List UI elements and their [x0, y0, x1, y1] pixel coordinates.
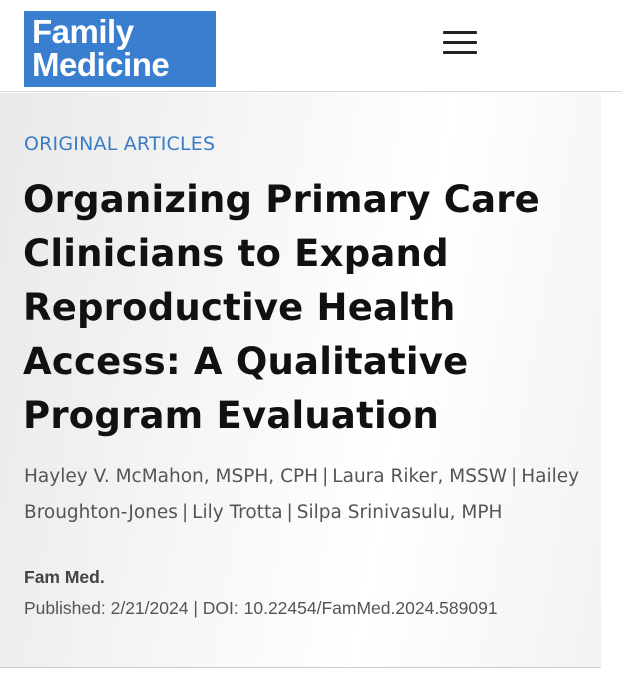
author-name[interactable]: Laura Riker, MSSW: [332, 466, 508, 487]
author-separator: |: [286, 502, 293, 523]
site-header: [0, 0, 622, 92]
article-header-card: [0, 93, 601, 668]
publication-meta: [24, 598, 594, 619]
logo-line-2: Medicine: [32, 46, 170, 83]
author-separator: |: [322, 466, 329, 487]
doi-label: DOI:: [202, 598, 239, 618]
author-separator: |: [511, 466, 518, 487]
published-date: 2/21/2024: [110, 598, 189, 618]
author-list: [24, 459, 589, 531]
journal-name: Fam Med.: [24, 567, 105, 587]
published-label: Published:: [24, 598, 106, 618]
doi-link[interactable]: 10.22454/FamMed.2024.589091: [243, 598, 498, 618]
family-medicine-logo[interactable]: [24, 11, 216, 87]
logo-line-1: Family: [32, 13, 134, 50]
author-name[interactable]: Silpa Srinivasulu, MPH: [296, 502, 503, 523]
hamburger-menu-icon[interactable]: [441, 28, 479, 58]
article-title: Organizing Primary Care Clinicians to Expand Reproductive Health Access: A Qualitative Program Evaluation: [23, 178, 540, 437]
menu-bar-bottom: [443, 51, 477, 54]
section-link[interactable]: ORIGINAL ARTICLES: [24, 133, 216, 155]
author-name[interactable]: Hailey Broughton-Jones: [24, 466, 580, 523]
author-name[interactable]: Hayley V. McMahon, MSPH, CPH: [24, 466, 319, 487]
author-name[interactable]: Lily Trotta: [192, 502, 283, 523]
meta-separator: |: [193, 598, 198, 618]
menu-bar-middle: [443, 41, 477, 44]
menu-bar-top: [443, 31, 477, 34]
author-separator: |: [181, 502, 189, 523]
